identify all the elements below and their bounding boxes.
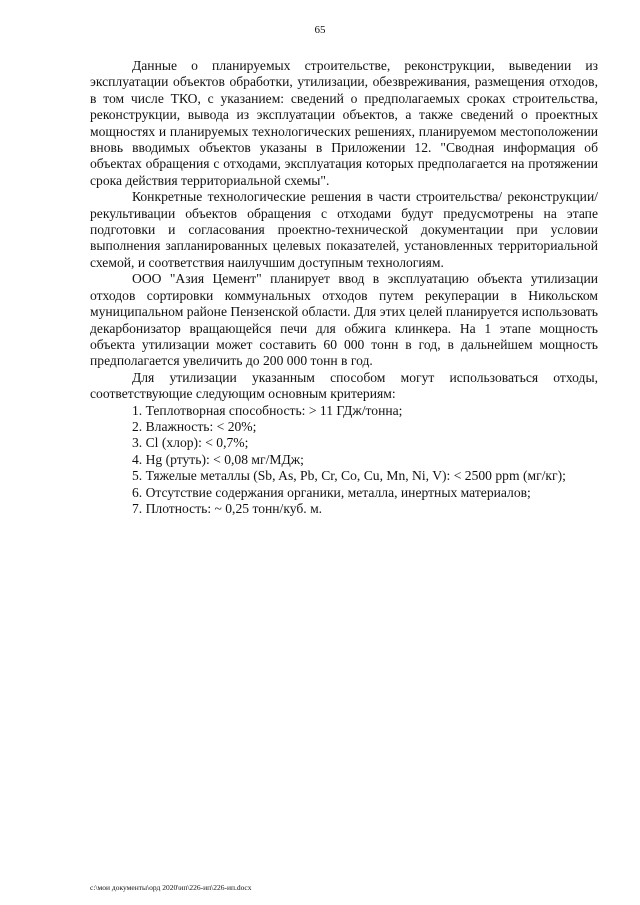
document-body: [90, 58, 598, 517]
criteria-item: 1. Теплотворная способность: > 11 ГДж/тонна;: [132, 402, 403, 418]
criteria-item: 7. Плотность: ~ 0,25 тонн/куб. м.: [132, 500, 323, 516]
paragraph-technical-solutions: Конкретные технологические решения в части строительства/ реконструкции/ рекультивации объектов обращения с отходами будут предусмотрены на этапе подготовки и согласования проектно-технической документации при условии выполнения запланированных целевых показателей, установленных территориальной схемой, и соответствия наилучшим доступным технологиям.: [90, 189, 598, 270]
paragraph-asia-cement: ООО "Азия Цемент" планирует ввод в эксплуатацию объекта утилизации отходов сортировки коммунальных отходов путем рекуперации в Никольском муниципальном районе Пензенской области. Для этих целей планируется использовать декарбонизатор вращающейся печи для обжига клинкера. На 1 этапе мощность объекта утилизации может составить 60 000 тонн в год, в дальнейшем мощность предполагается увеличить до 200 000 тонн в год.: [90, 271, 598, 369]
criteria-item: 3. Cl (хлор): < 0,7%;: [132, 435, 249, 451]
criteria-item: 6. Отсутствие содержания органики, металла, инертных материалов;: [132, 484, 531, 500]
page-number: 65: [314, 24, 326, 36]
criteria-item: 2. Влажность: < 20%;: [132, 418, 257, 434]
footer-file-path: c:\мои документы\орд 2020\ип\226-ип\226-ип.docx: [90, 883, 252, 892]
paragraph-planned-objects: Данные о планируемых строительстве, реконструкции, выведении из эксплуатации объектов обработки, утилизации, обезвреживания, размещения отходов, в том числе ТКО, с указанием: сведений о предполагаемых сроках строительства, реконструкции, вывода из эксплуатации объектов, а также сведений о проектных мощностях и планируемых технологических решениях, планируемом местоположении вновь вводимых объектов указаны в Приложении 12. "Сводная информация об объектах обращения с отходами, эксплуатация которых предполагается на протяжении срока действия территориальной схемы".: [90, 58, 598, 188]
paragraph-criteria-intro: Для утилизации указанным способом могут использоваться отходы, соответствующие следующим основным критериям:: [90, 369, 598, 402]
criteria-list: [90, 403, 598, 518]
criteria-item: 4. Hg (ртуть): < 0,08 мг/МДж;: [132, 451, 304, 467]
criteria-item: 5. Тяжелые металлы (Sb, As, Pb, Cr, Co, Cu, Mn, Ni, V): < 2500 ppm (мг/кг);: [132, 468, 566, 484]
